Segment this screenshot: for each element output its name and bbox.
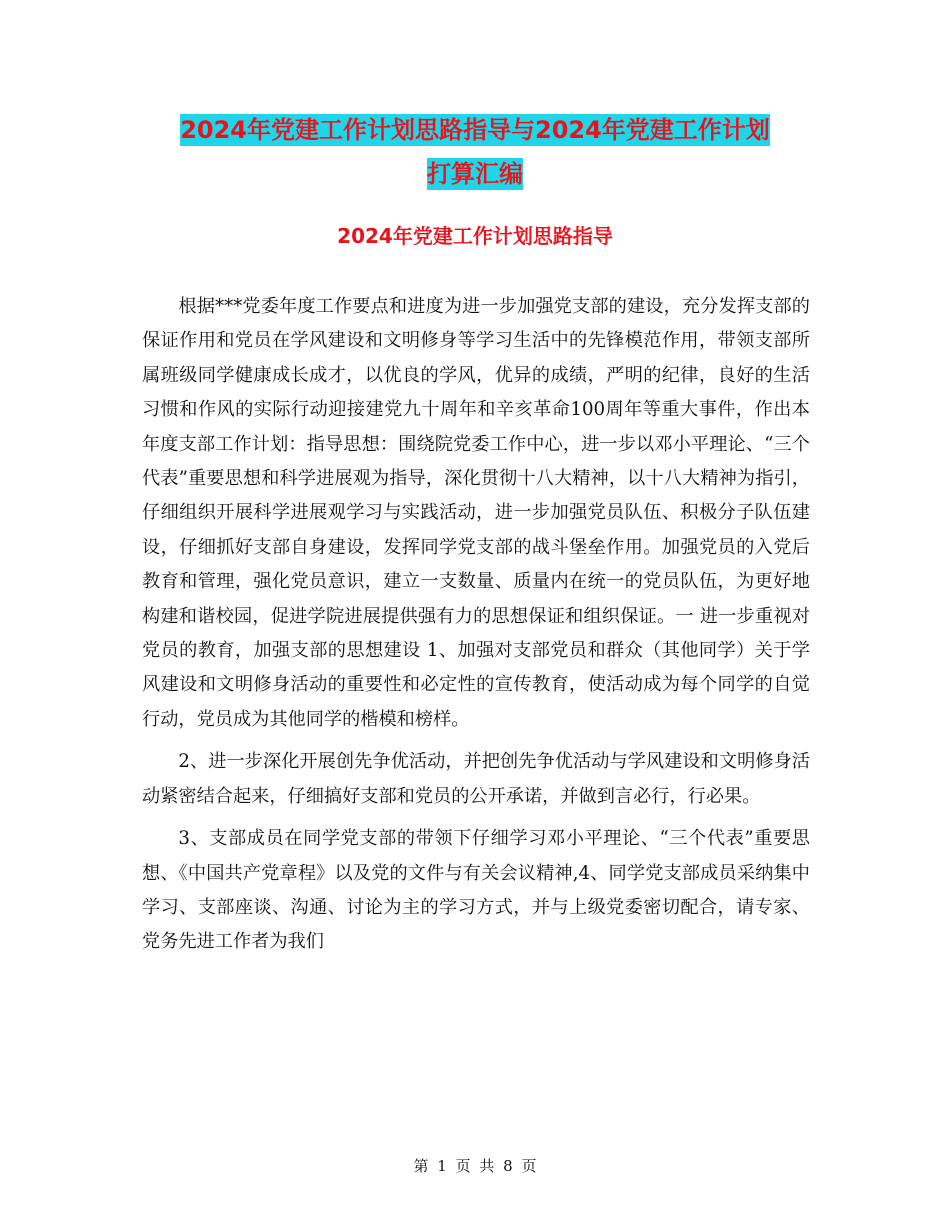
document-title-line1: 2024年党建工作计划思路指导与2024年党建工作计划 bbox=[180, 116, 770, 144]
section-title: 2024年党建工作计划思路指导 bbox=[337, 224, 613, 248]
page-footer: 第 1 页 共 8 页 bbox=[413, 1157, 537, 1175]
paragraph-2: 2、进一步深化开展创先争优活动，并把创先争优活动与学风建设和文明修身活动紧密结合起来，仔细搞好支部和党员的公开承诺，并做到言必行，行必果。 bbox=[142, 751, 810, 807]
document-body bbox=[142, 290, 810, 968]
document-title-line2: 打算汇编 bbox=[427, 160, 523, 188]
paragraph-1: 根据***党委年度工作要点和进度为进一步加强党支部的建设，充分发挥支部的保证作用和党员在学风建设和文明修身等学习生活中的先锋模范作用，带领支部所属班级同学健康成长成才，以优良的学风，优异的成绩，严明的纪律，良好的生活习惯和作风的实际行动迎接建党九十周年和辛亥革命100周年等重大事件，作出本年度支部工作计划：指导思想：围绕院党委工作中心，进一步以邓小平理论、“三个代表”重要思想和科学进展观为指导，深化贯彻十八大精神，以十八大精神为指引，仔细组织开展科学进展观学习与实践活动，进一步加强党员队伍、积极分子队伍建设，仔细抓好支部自身建设，发挥同学党支部的战斗堡垒作用。加强党员的入党后教育和管理，强化党员意识，建立一支数量、质量内在统一的党员队伍，为更好地构建和谐校园，促进学院进展提供强有力的思想保证和组织保证。一 进一步重视对党员的教育，加强支部的思想建设 1、加强对支部党员和群众（其他同学）关于学风建设和文明修身活动的重要性和必定性的宣传教育，使活动成为每个同学的自觉行动，党员成为其他同学的楷模和榜样。 bbox=[142, 296, 810, 730]
document-title bbox=[0, 108, 950, 196]
paragraph-3: 3、支部成员在同学党支部的带领下仔细学习邓小平理论、“三个代表”重要思想、《中国共产党章程》以及党的文件与有关会议精神,4、同学党支部成员采纳集中学习、支部座谈、沟通、讨论为主的学习方式，并与上级党委密切配合，请专家、党务先进工作者为我们 bbox=[142, 828, 810, 953]
